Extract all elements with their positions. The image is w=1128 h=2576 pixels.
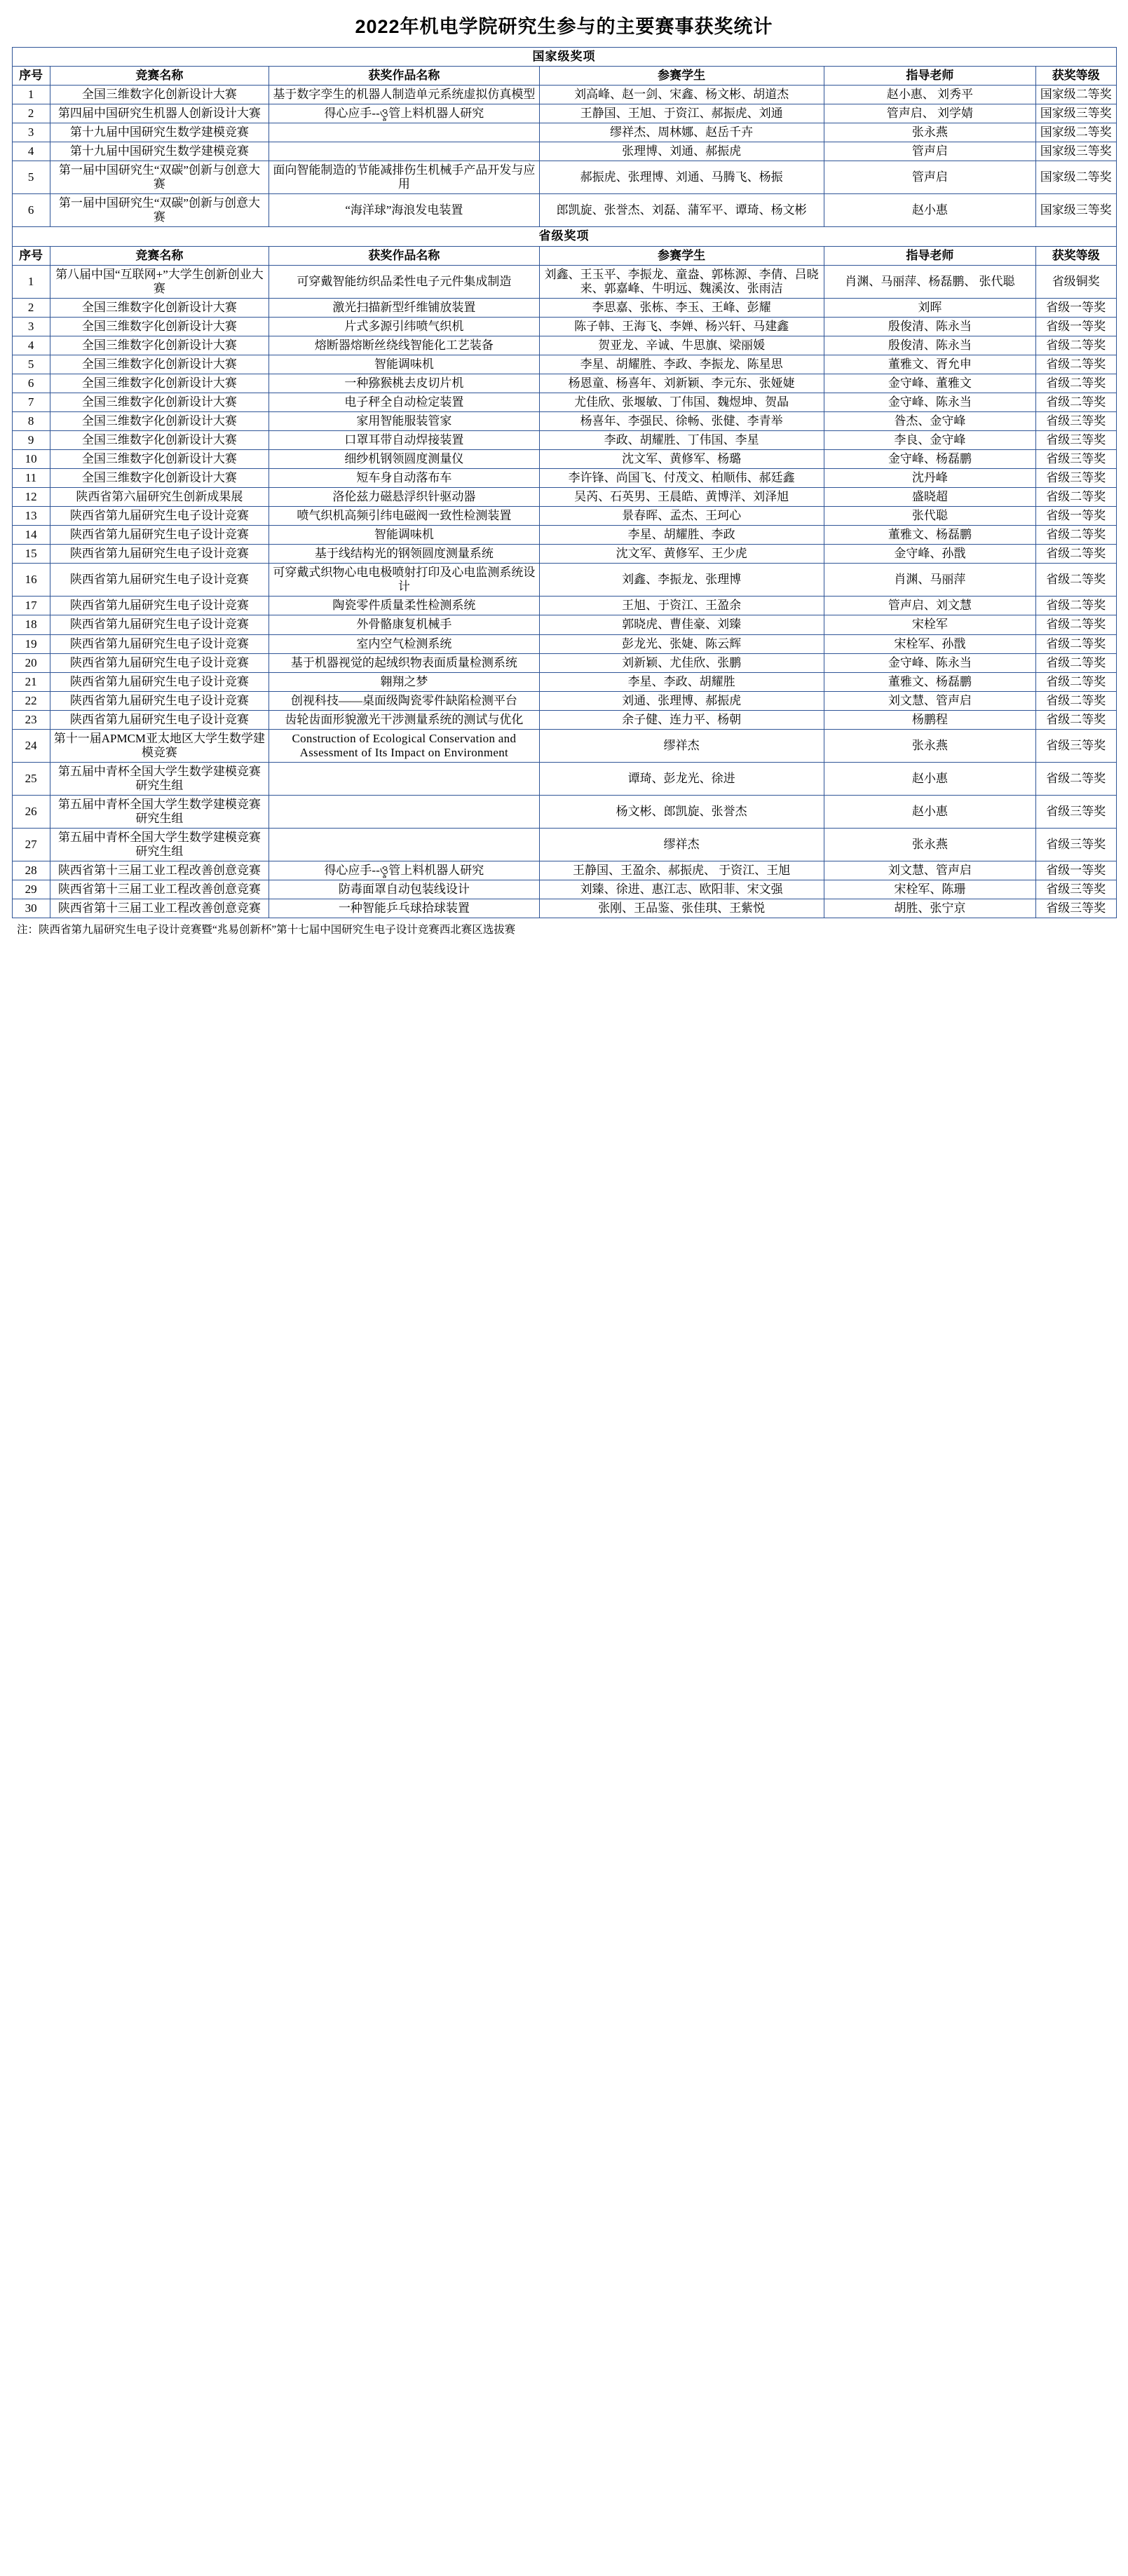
work-name: 一种智能乒乓球拾球装置: [269, 899, 539, 918]
competition-name: 第一届中国研究生“双碳”创新与创意大赛: [50, 161, 269, 194]
competition-name: 陕西省第九届研究生电子设计竞赛: [50, 615, 269, 634]
teacher-names: 刘文慧、管声启: [824, 691, 1035, 710]
work-name: 洛伦兹力磁悬浮织针驱动器: [269, 488, 539, 507]
table-row: [12, 336, 1116, 355]
student-names: 杨恩童、杨喜年、刘新颖、李元东、张娅婕: [539, 374, 824, 393]
column-header-competition: 竞赛名称: [50, 67, 269, 86]
student-names: 李思嘉、张栋、李玉、王峰、彭耀: [539, 298, 824, 317]
award-index: 1: [12, 86, 50, 104]
table-row: [12, 86, 1116, 104]
table-row: [12, 393, 1116, 411]
work-name: 智能调味机: [269, 526, 539, 545]
award-index: 24: [12, 729, 50, 762]
student-names: 李星、胡耀胜、李政、李振龙、陈星思: [539, 355, 824, 374]
teacher-names: 金守峰、杨磊鹏: [824, 450, 1035, 469]
table-row: [12, 653, 1116, 672]
student-names: 谭琦、彭龙光、徐进: [539, 762, 824, 795]
award-level: 国家级二等奖: [1035, 86, 1116, 104]
teacher-names: 董雅文、胥允申: [824, 355, 1035, 374]
award-level: 省级二等奖: [1035, 762, 1116, 795]
table-row: [12, 317, 1116, 336]
table-row: [12, 829, 1116, 861]
student-names: 刘高峰、赵一剑、宋鑫、杨文彬、胡道杰: [539, 86, 824, 104]
section-heading: 省级奖项: [12, 227, 1116, 246]
work-name: 得心应手--ওৢ管上料机器人研究: [269, 104, 539, 123]
award-index: 2: [12, 104, 50, 123]
table-row: [12, 615, 1116, 634]
work-name: 得心应手--ওৢ管上料机器人研究: [269, 861, 539, 880]
student-names: 李政、胡耀胜、丁伟国、李星: [539, 430, 824, 449]
award-level: 省级二等奖: [1035, 355, 1116, 374]
column-header-work: 获奖作品名称: [269, 67, 539, 86]
table-row: [12, 507, 1116, 526]
teacher-names: 管声启: [824, 142, 1035, 161]
teacher-names: 沈丹峰: [824, 469, 1035, 488]
competition-name: 第十一届APMCM亚太地区大学生数学建模竞赛: [50, 729, 269, 762]
work-name: 可穿戴式织物心电电极喷射打印及心电监测系统设计: [269, 564, 539, 597]
table-row: [12, 265, 1116, 298]
section-heading-row: [12, 48, 1116, 67]
award-level: 省级一等奖: [1035, 317, 1116, 336]
award-level: 省级二等奖: [1035, 564, 1116, 597]
student-names: 尤佳欣、张堰敏、丁伟国、魏煜坤、贺晶: [539, 393, 824, 411]
work-name: 室内空气检测系统: [269, 634, 539, 653]
award-level: 省级二等奖: [1035, 653, 1116, 672]
student-names: 李星、李政、胡耀胜: [539, 672, 824, 691]
competition-name: 全国三维数字化创新设计大赛: [50, 317, 269, 336]
award-level: 省级二等奖: [1035, 336, 1116, 355]
table-row: [12, 161, 1116, 194]
column-header-students: 参赛学生: [539, 246, 824, 265]
award-index: 22: [12, 691, 50, 710]
award-level: 国家级二等奖: [1035, 123, 1116, 142]
teacher-names: 宋栓军、陈珊: [824, 880, 1035, 899]
column-header-teachers: 指导老师: [824, 246, 1035, 265]
competition-name: 陕西省第九届研究生电子设计竞赛: [50, 507, 269, 526]
award-level: 省级二等奖: [1035, 526, 1116, 545]
award-index: 29: [12, 880, 50, 899]
competition-name: 全国三维数字化创新设计大赛: [50, 86, 269, 104]
award-level: 省级三等奖: [1035, 899, 1116, 918]
work-name: 翱翔之梦: [269, 672, 539, 691]
table-row: [12, 123, 1116, 142]
column-header-index: 序号: [12, 246, 50, 265]
table-row: [12, 298, 1116, 317]
student-names: 刘臻、徐进、惠江志、欧阳菲、宋文强: [539, 880, 824, 899]
teacher-names: 刘文慧、管声启: [824, 861, 1035, 880]
table-row: [12, 545, 1116, 564]
student-names: 王静国、王盈余、郝振虎、 于资江、王旭: [539, 861, 824, 880]
work-name: 一种猕猴桃去皮切片机: [269, 374, 539, 393]
work-name: 喷气织机高频引纬电磁阀一致性检测装置: [269, 507, 539, 526]
table-row: [12, 488, 1116, 507]
award-level: 省级三等奖: [1035, 829, 1116, 861]
competition-name: 全国三维数字化创新设计大赛: [50, 411, 269, 430]
competition-name: 陕西省第九届研究生电子设计竞赛: [50, 672, 269, 691]
student-names: 刘鑫、李振龙、张理博: [539, 564, 824, 597]
student-names: 郝振虎、张理博、刘通、马腾飞、杨振: [539, 161, 824, 194]
student-names: 王旭、于资江、王盈余: [539, 597, 824, 615]
student-names: 郎凯旋、张誉杰、刘磊、蒲军平、谭琦、杨文彬: [539, 194, 824, 227]
teacher-names: 管声启: [824, 161, 1035, 194]
award-level: 国家级三等奖: [1035, 104, 1116, 123]
award-level: 省级一等奖: [1035, 861, 1116, 880]
competition-name: 陕西省第十三届工业工程改善创意竞赛: [50, 899, 269, 918]
student-names: 李许锋、尚国飞、付茂文、柏顺伟、郝廷鑫: [539, 469, 824, 488]
teacher-names: 赵小惠: [824, 194, 1035, 227]
competition-name: 第五届中青杯全国大学生数学建模竞赛研究生组: [50, 762, 269, 795]
award-index: 5: [12, 355, 50, 374]
competition-name: 全国三维数字化创新设计大赛: [50, 336, 269, 355]
work-name: 基于数字孪生的机器人制造单元系统虚拟仿真模型: [269, 86, 539, 104]
award-index: 30: [12, 899, 50, 918]
student-names: 沈文军、黄修军、王少虎: [539, 545, 824, 564]
award-level: 省级三等奖: [1035, 450, 1116, 469]
award-level: 省级二等奖: [1035, 691, 1116, 710]
award-index: 4: [12, 336, 50, 355]
table-row: [12, 634, 1116, 653]
award-index: 27: [12, 829, 50, 861]
competition-name: 全国三维数字化创新设计大赛: [50, 450, 269, 469]
competition-name: 全国三维数字化创新设计大赛: [50, 393, 269, 411]
work-name: [269, 829, 539, 861]
award-index: 3: [12, 317, 50, 336]
work-name: Construction of Ecological Conservation and Assessment of Its Impact on Environment: [269, 729, 539, 762]
award-index: 12: [12, 488, 50, 507]
competition-name: 陕西省第十三届工业工程改善创意竞赛: [50, 861, 269, 880]
teacher-names: 张永燕: [824, 829, 1035, 861]
work-name: 陶瓷零件质量柔性检测系统: [269, 597, 539, 615]
competition-name: 陕西省第九届研究生电子设计竞赛: [50, 653, 269, 672]
table-row: [12, 795, 1116, 828]
award-index: 21: [12, 672, 50, 691]
table-row: [12, 597, 1116, 615]
award-index: 19: [12, 634, 50, 653]
award-level: 省级二等奖: [1035, 545, 1116, 564]
work-name: 电子秤全自动检定装置: [269, 393, 539, 411]
competition-name: 第一届中国研究生“双碳”创新与创意大赛: [50, 194, 269, 227]
competition-name: 陕西省第六届研究生创新成果展: [50, 488, 269, 507]
competition-name: 全国三维数字化创新设计大赛: [50, 298, 269, 317]
teacher-names: 殷俊清、陈永当: [824, 317, 1035, 336]
competition-name: 陕西省第十三届工业工程改善创意竞赛: [50, 880, 269, 899]
table-row: [12, 672, 1116, 691]
award-index: 18: [12, 615, 50, 634]
work-name: 基于机器视觉的起绒织物表面质量检测系统: [269, 653, 539, 672]
table-row: [12, 710, 1116, 729]
award-index: 20: [12, 653, 50, 672]
award-index: 13: [12, 507, 50, 526]
award-level: 省级二等奖: [1035, 597, 1116, 615]
award-level: 省级二等奖: [1035, 393, 1116, 411]
work-name: 创视科技——桌面级陶瓷零件缺陷检测平台: [269, 691, 539, 710]
work-name: [269, 142, 539, 161]
work-name: [269, 795, 539, 828]
student-names: 彭龙光、张婕、陈云辉: [539, 634, 824, 653]
student-names: 杨喜年、李强民、徐畅、张健、李青举: [539, 411, 824, 430]
work-name: 片式多源引纬喷气织机: [269, 317, 539, 336]
award-index: 6: [12, 374, 50, 393]
column-header-level: 获奖等级: [1035, 67, 1116, 86]
award-index: 5: [12, 161, 50, 194]
table-row: [12, 762, 1116, 795]
award-level: 省级三等奖: [1035, 469, 1116, 488]
section-heading: 国家级奖项: [12, 48, 1116, 67]
section-heading-row: [12, 227, 1116, 246]
table-row: [12, 104, 1116, 123]
document-page: [0, 0, 1128, 943]
award-index: 6: [12, 194, 50, 227]
table-row: [12, 411, 1116, 430]
column-header-teachers: 指导老师: [824, 67, 1035, 86]
award-level: 省级三等奖: [1035, 795, 1116, 828]
competition-name: 第十九届中国研究生数学建模竞赛: [50, 123, 269, 142]
award-level: 省级二等奖: [1035, 672, 1116, 691]
competition-name: 全国三维数字化创新设计大赛: [50, 469, 269, 488]
teacher-names: 金守峰、陈永当: [824, 653, 1035, 672]
table-row: [12, 450, 1116, 469]
table-row: [12, 729, 1116, 762]
award-level: 省级二等奖: [1035, 615, 1116, 634]
teacher-names: 宋栓军、孙戬: [824, 634, 1035, 653]
teacher-names: 盛晓超: [824, 488, 1035, 507]
teacher-names: 管声启、刘文慧: [824, 597, 1035, 615]
teacher-names: 宋栓军: [824, 615, 1035, 634]
teacher-names: 张永燕: [824, 123, 1035, 142]
student-names: 王静国、王旭、于资江、郝振虎、刘通: [539, 104, 824, 123]
award-index: 28: [12, 861, 50, 880]
competition-name: 陕西省第九届研究生电子设计竞赛: [50, 564, 269, 597]
award-level: 省级二等奖: [1035, 488, 1116, 507]
competition-name: 陕西省第九届研究生电子设计竞赛: [50, 545, 269, 564]
table-row: [12, 861, 1116, 880]
award-level: 国家级二等奖: [1035, 161, 1116, 194]
teacher-names: 肖渊、马丽萍: [824, 564, 1035, 597]
competition-name: 陕西省第九届研究生电子设计竞赛: [50, 526, 269, 545]
work-name: 齿轮齿面形貌激光干涉测量系统的测试与优化: [269, 710, 539, 729]
competition-name: 陕西省第九届研究生电子设计竞赛: [50, 634, 269, 653]
column-header-students: 参赛学生: [539, 67, 824, 86]
award-index: 9: [12, 430, 50, 449]
award-index: 26: [12, 795, 50, 828]
award-level: 省级三等奖: [1035, 430, 1116, 449]
competition-name: 全国三维数字化创新设计大赛: [50, 374, 269, 393]
award-level: 省级一等奖: [1035, 507, 1116, 526]
teacher-names: 赵小惠、 刘秀平: [824, 86, 1035, 104]
award-index: 17: [12, 597, 50, 615]
table-row: [12, 194, 1116, 227]
student-names: 余子健、连力平、杨朝: [539, 710, 824, 729]
teacher-names: 肖渊、马丽萍、杨磊鹏、 张代聪: [824, 265, 1035, 298]
award-index: 4: [12, 142, 50, 161]
teacher-names: 赵小惠: [824, 795, 1035, 828]
award-index: 23: [12, 710, 50, 729]
work-name: “海洋球”海浪发电装置: [269, 194, 539, 227]
page-title: 2022年机电学院研究生参与的主要赛事获奖统计: [355, 16, 773, 37]
award-level: 国家级三等奖: [1035, 194, 1116, 227]
teacher-names: 刘晖: [824, 298, 1035, 317]
competition-name: 陕西省第九届研究生电子设计竞赛: [50, 691, 269, 710]
table-row: [12, 374, 1116, 393]
work-name: [269, 762, 539, 795]
teacher-names: 管声启、 刘学婧: [824, 104, 1035, 123]
competition-name: 第五届中青杯全国大学生数学建模竞赛研究生组: [50, 795, 269, 828]
table-row: [12, 142, 1116, 161]
table-row: [12, 691, 1116, 710]
table-row: [12, 469, 1116, 488]
teacher-names: 杨鹏程: [824, 710, 1035, 729]
work-name: 基于线结构光的钢领圆度测量系统: [269, 545, 539, 564]
award-index: 14: [12, 526, 50, 545]
student-names: 李星、胡耀胜、李政: [539, 526, 824, 545]
column-header-work: 获奖作品名称: [269, 246, 539, 265]
student-names: 贺亚龙、辛诚、牛思旗、梁丽媛: [539, 336, 824, 355]
teacher-names: 金守峰、孙戬: [824, 545, 1035, 564]
student-names: 缪祥杰: [539, 729, 824, 762]
work-name: 智能调味机: [269, 355, 539, 374]
competition-name: 陕西省第九届研究生电子设计竞赛: [50, 710, 269, 729]
work-name: 细纱机钢领圆度测量仪: [269, 450, 539, 469]
award-level: 省级三等奖: [1035, 729, 1116, 762]
teacher-names: 董雅文、杨磊鹏: [824, 526, 1035, 545]
student-names: 杨文彬、郎凯旋、张誉杰: [539, 795, 824, 828]
award-index: 1: [12, 265, 50, 298]
award-index: 2: [12, 298, 50, 317]
work-name: 外骨骼康复机械手: [269, 615, 539, 634]
table-note: 注：陕西省第九届研究生电子设计竞赛暨“兆易创新杯”第十七届中国研究生电子设计竞赛西北赛区选拔赛: [17, 924, 516, 936]
table-row: [12, 355, 1116, 374]
student-names: 刘通、张理博、郝振虎: [539, 691, 824, 710]
work-name: 防毒面罩自动包装线设计: [269, 880, 539, 899]
competition-name: 陕西省第九届研究生电子设计竞赛: [50, 597, 269, 615]
student-names: 张刚、王品鉴、张佳琪、王紫悦: [539, 899, 824, 918]
award-index: 10: [12, 450, 50, 469]
work-name: 熔断器熔断丝绕线智能化工艺装备: [269, 336, 539, 355]
award-index: 25: [12, 762, 50, 795]
table-row: [12, 899, 1116, 918]
competition-name: 第五届中青杯全国大学生数学建模竞赛研究生组: [50, 829, 269, 861]
competition-name: 第八届中国“互联网+”大学生创新创业大赛: [50, 265, 269, 298]
award-index: 11: [12, 469, 50, 488]
teacher-names: 胡胜、张宁京: [824, 899, 1035, 918]
award-level: 省级三等奖: [1035, 880, 1116, 899]
table-row: [12, 880, 1116, 899]
teacher-names: 董雅文、杨磊鹏: [824, 672, 1035, 691]
student-names: 缪祥杰: [539, 829, 824, 861]
award-level: 省级三等奖: [1035, 411, 1116, 430]
student-names: 刘新颖、尤佳欣、张鹏: [539, 653, 824, 672]
column-header-index: 序号: [12, 67, 50, 86]
student-names: 张理博、刘通、郝振虎: [539, 142, 824, 161]
column-header-row: [12, 67, 1116, 86]
student-names: 景春晖、孟杰、王珂心: [539, 507, 824, 526]
column-header-level: 获奖等级: [1035, 246, 1116, 265]
work-name: 可穿戴智能纺织品柔性电子元件集成制造: [269, 265, 539, 298]
table-row: [12, 430, 1116, 449]
work-name: 面向智能制造的节能减排伤生机械手产品开发与应用: [269, 161, 539, 194]
work-name: 口罩耳带自动焊接装置: [269, 430, 539, 449]
table-row: [12, 564, 1116, 597]
award-index: 3: [12, 123, 50, 142]
work-name: 家用智能服装管家: [269, 411, 539, 430]
student-names: 刘鑫、王玉平、李振龙、童盎、郭栋源、李倩、吕晓来、郭嘉峰、牛明远、魏溪汝、张雨洁: [539, 265, 824, 298]
award-level: 省级二等奖: [1035, 710, 1116, 729]
award-index: 7: [12, 393, 50, 411]
award-level: 国家级三等奖: [1035, 142, 1116, 161]
award-statistics-table: [12, 47, 1117, 918]
teacher-names: 张永燕: [824, 729, 1035, 762]
award-level: 省级铜奖: [1035, 265, 1116, 298]
award-level: 省级一等奖: [1035, 298, 1116, 317]
teacher-names: 金守峰、陈永当: [824, 393, 1035, 411]
teacher-names: 赵小惠: [824, 762, 1035, 795]
student-names: 缪祥杰、周林娜、赵岳千卉: [539, 123, 824, 142]
table-row: [12, 526, 1116, 545]
work-name: 激光扫描新型纤维铺放装置: [269, 298, 539, 317]
student-names: 沈文军、黄修军、杨璐: [539, 450, 824, 469]
competition-name: 全国三维数字化创新设计大赛: [50, 430, 269, 449]
teacher-names: 金守峰、董雅文: [824, 374, 1035, 393]
award-index: 8: [12, 411, 50, 430]
award-index: 16: [12, 564, 50, 597]
work-name: 短车身自动落布车: [269, 469, 539, 488]
student-names: 郭晓虎、曹佳豪、刘臻: [539, 615, 824, 634]
column-header-row: [12, 246, 1116, 265]
award-index: 15: [12, 545, 50, 564]
teacher-names: 李良、金守峰: [824, 430, 1035, 449]
student-names: 吴芮、石英男、王晨皓、黄博洋、刘泽旭: [539, 488, 824, 507]
teacher-names: 昝杰、金守峰: [824, 411, 1035, 430]
competition-name: 全国三维数字化创新设计大赛: [50, 355, 269, 374]
competition-name: 第十九届中国研究生数学建模竞赛: [50, 142, 269, 161]
student-names: 陈子韩、王海飞、李婵、杨兴轩、马建鑫: [539, 317, 824, 336]
work-name: [269, 123, 539, 142]
competition-name: 第四届中国研究生机器人创新设计大赛: [50, 104, 269, 123]
award-level: 省级二等奖: [1035, 634, 1116, 653]
award-level: 省级二等奖: [1035, 374, 1116, 393]
teacher-names: 殷俊清、陈永当: [824, 336, 1035, 355]
column-header-competition: 竞赛名称: [50, 246, 269, 265]
teacher-names: 张代聪: [824, 507, 1035, 526]
